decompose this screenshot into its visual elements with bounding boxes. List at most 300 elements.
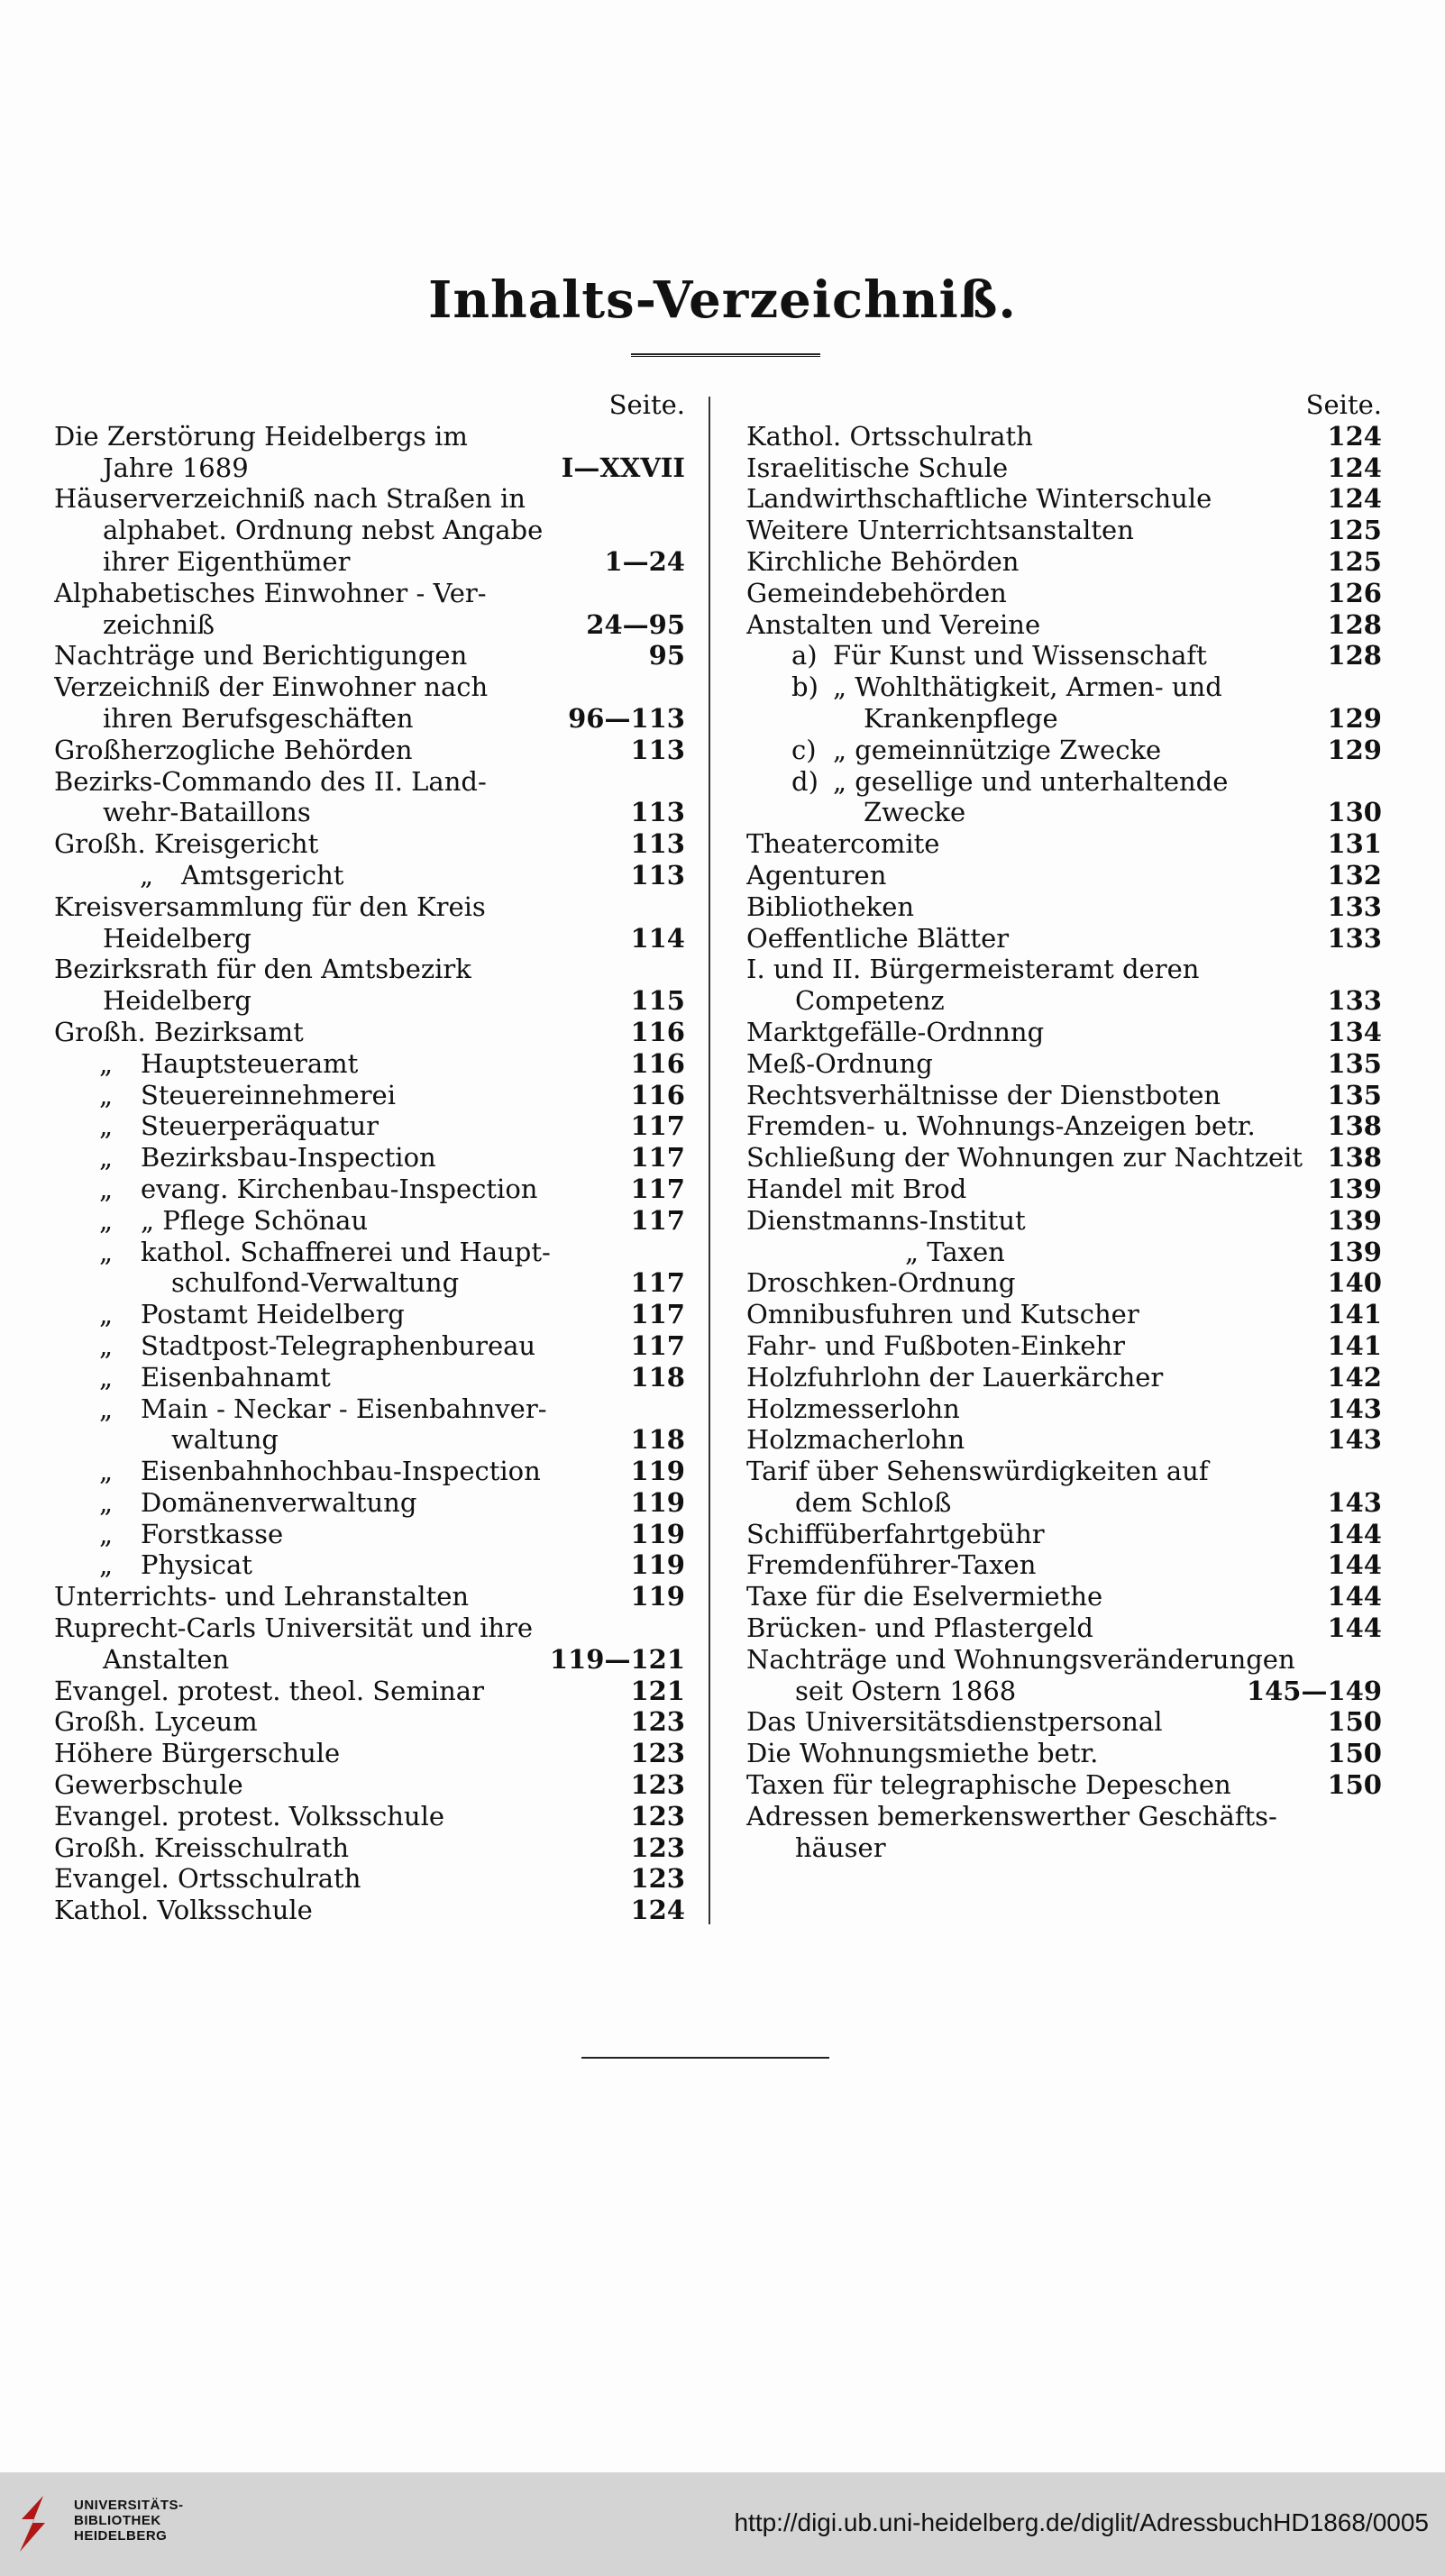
toc-entry-page: 117 bbox=[630, 1173, 685, 1204]
toc-entry-title bbox=[746, 954, 1346, 985]
toc-entry-page: 117 bbox=[630, 1204, 685, 1236]
toc-entry-text: Marktgefälle-Ordnnng bbox=[746, 1016, 1045, 1047]
toc-entry-title bbox=[54, 1549, 630, 1581]
toc-entry-title bbox=[54, 703, 568, 735]
toc-entry-page: 123 bbox=[630, 1863, 685, 1895]
toc-entry-text: Anstalten und Vereine bbox=[746, 608, 1041, 640]
toc-entry-marker: „ bbox=[99, 1047, 114, 1079]
toc-entry-text: Fremden- u. Wohnungs-Anzeigen betr. bbox=[746, 1110, 1256, 1142]
toc-entry-title bbox=[746, 421, 1327, 452]
toc-entry-title bbox=[746, 1080, 1327, 1111]
toc-entry bbox=[54, 1676, 685, 1707]
toc-entry-page: 123 bbox=[630, 1769, 685, 1801]
toc-entry-page: 142 bbox=[1327, 1361, 1382, 1393]
toc-entry-page: 119 bbox=[630, 1456, 685, 1487]
toc-entry bbox=[54, 954, 685, 985]
toc-entry bbox=[54, 1863, 685, 1895]
toc-entry-page: 141 bbox=[1327, 1329, 1382, 1361]
toc-entry-page: 119 bbox=[630, 1518, 685, 1549]
toc-entry-title bbox=[746, 1205, 1327, 1237]
toc-entry-title bbox=[746, 1110, 1327, 1142]
toc-entry bbox=[746, 923, 1382, 955]
toc-entry-title bbox=[54, 1706, 630, 1738]
toc-entry bbox=[746, 1424, 1382, 1456]
toc-entry-title bbox=[746, 1549, 1327, 1581]
toc-entry-text: Tarif über Sehenswürdigkeiten auf bbox=[746, 1456, 1209, 1487]
toc-entry bbox=[746, 1080, 1382, 1111]
toc-entry bbox=[746, 1487, 1382, 1519]
toc-entry-page: 123 bbox=[630, 1832, 685, 1863]
toc-entry-text: Höhere Bürgerschule bbox=[54, 1738, 341, 1769]
toc-entry-title bbox=[746, 640, 1327, 671]
toc-entry-title bbox=[54, 1581, 630, 1612]
toc-entry bbox=[54, 421, 685, 452]
toc-entry-title bbox=[746, 1519, 1327, 1550]
toc-entry-page: 144 bbox=[1327, 1518, 1382, 1549]
toc-entry bbox=[746, 1330, 1382, 1362]
toc-entry-page: 119 bbox=[630, 1486, 685, 1518]
toc-entry-text: Häuserverzeichniß nach Straßen in bbox=[54, 483, 526, 515]
toc-entry-text: Holzmacherlohn bbox=[746, 1424, 965, 1456]
toc-entry-text: Bezirks-Commando des II. Land- bbox=[54, 765, 487, 797]
toc-entry-page: 96—113 bbox=[568, 702, 685, 734]
toc-entry-text: Das Universitätsdienstpersonal bbox=[746, 1706, 1163, 1738]
toc-entry-page: 119 bbox=[630, 1549, 685, 1581]
toc-entry-page: 128 bbox=[1327, 608, 1382, 640]
toc-entry-title bbox=[54, 578, 649, 609]
toc-entry-page: 126 bbox=[1327, 577, 1382, 608]
toc-entry-text: Bibliotheken bbox=[746, 891, 915, 922]
toc-entry-page: 117 bbox=[630, 1329, 685, 1361]
toc-entry-text: Schließung der Wohnungen zur Nachtzeit bbox=[746, 1142, 1303, 1174]
toc-entry-marker: a) bbox=[791, 640, 818, 671]
toc-entry-marker: „ bbox=[99, 1456, 114, 1487]
toc-entry-title bbox=[54, 1142, 630, 1174]
library-logo-icon bbox=[16, 2492, 49, 2555]
toc-entry-title bbox=[54, 1769, 630, 1801]
library-name bbox=[74, 2498, 184, 2544]
toc-entry-page: 139 bbox=[1327, 1173, 1382, 1204]
toc-entry-title bbox=[746, 985, 1327, 1017]
toc-entry-title bbox=[746, 1267, 1327, 1299]
toc-entry bbox=[54, 609, 685, 641]
toc-entry-marker: „ bbox=[99, 1299, 114, 1330]
toc-entry bbox=[54, 703, 685, 735]
toc-entry-page: 124 bbox=[1327, 483, 1382, 515]
toc-entry-title bbox=[54, 797, 630, 828]
toc-entry bbox=[746, 1237, 1382, 1268]
toc-entry-text: Großherzogliche Behörden bbox=[54, 734, 413, 765]
toc-entry-text: Kreisversammlung für den Kreis bbox=[54, 891, 486, 922]
toc-entry-text: „ Wohlthätigkeit, Armen- und bbox=[833, 671, 1222, 703]
toc-entry bbox=[746, 954, 1382, 985]
toc-entry bbox=[746, 546, 1382, 578]
toc-entry-title bbox=[746, 1299, 1327, 1330]
toc-entry-text: Postamt Heidelberg bbox=[141, 1299, 405, 1330]
toc-entry bbox=[746, 1706, 1382, 1738]
toc-entry bbox=[746, 1738, 1382, 1769]
toc-entry-marker: „ bbox=[99, 1236, 114, 1267]
toc-entry-marker: „ bbox=[99, 1173, 114, 1204]
toc-entry bbox=[54, 1237, 685, 1268]
toc-entry-page: 119 bbox=[630, 1581, 685, 1612]
toc-entry bbox=[746, 1142, 1382, 1174]
toc-entry-text: Großh. Bezirksamt bbox=[54, 1016, 304, 1047]
toc-entry-marker: „ bbox=[99, 1329, 114, 1361]
toc-entry-title bbox=[746, 1612, 1327, 1644]
toc-entry-text: Physicat bbox=[141, 1549, 252, 1581]
toc-entry-marker: „ bbox=[99, 1393, 114, 1424]
toc-entry-title bbox=[746, 515, 1327, 546]
toc-column-right bbox=[746, 389, 1382, 1863]
toc-entry-text: Weitere Unterrichtsanstalten bbox=[746, 515, 1134, 546]
toc-entry-title bbox=[746, 1769, 1327, 1801]
toc-entry-title bbox=[54, 640, 649, 671]
toc-entry bbox=[54, 1895, 685, 1926]
toc-entry-title bbox=[746, 1424, 1327, 1456]
toc-entry-title bbox=[746, 1362, 1327, 1393]
toc-entry-title bbox=[54, 1048, 630, 1080]
toc-entry-title bbox=[54, 1612, 649, 1644]
toc-entry-text: evang. Kirchenbau-Inspection bbox=[141, 1173, 538, 1204]
toc-entry-title bbox=[54, 1676, 630, 1707]
toc-entry-page: 124 bbox=[1327, 452, 1382, 483]
toc-entry-title bbox=[54, 452, 562, 484]
toc-entry-text: waltung bbox=[171, 1424, 279, 1456]
toc-entry-page: 138 bbox=[1327, 1110, 1382, 1142]
toc-entry-text: Jahre 1689 bbox=[103, 452, 249, 483]
toc-entry-title bbox=[746, 1832, 1346, 1864]
toc-entry-text: schulfond-Verwaltung bbox=[171, 1267, 460, 1299]
toc-entry-title bbox=[746, 1738, 1327, 1769]
toc-entry bbox=[746, 640, 1382, 671]
toc-entry bbox=[746, 578, 1382, 609]
toc-entry bbox=[746, 766, 1382, 798]
toc-entry-text: Anstalten bbox=[103, 1643, 230, 1675]
toc-entry-text: Gewerbschule bbox=[54, 1769, 243, 1801]
toc-column-left bbox=[54, 389, 685, 1926]
toc-entry-title bbox=[54, 1519, 630, 1550]
toc-entry-title bbox=[746, 860, 1327, 891]
toc-entry-page: 130 bbox=[1327, 797, 1382, 828]
toc-entry-title bbox=[54, 954, 649, 985]
toc-entry-page: 24—95 bbox=[586, 608, 685, 640]
toc-entry bbox=[54, 1549, 685, 1581]
title-ornament-rule bbox=[631, 353, 820, 357]
toc-entry-title bbox=[54, 1456, 630, 1487]
toc-entry bbox=[54, 1393, 685, 1425]
toc-entry-marker: d) bbox=[791, 765, 819, 797]
toc-entry bbox=[54, 1110, 685, 1142]
toc-entry bbox=[746, 1612, 1382, 1644]
toc-entry-title bbox=[746, 1017, 1327, 1048]
toc-entry bbox=[746, 1676, 1382, 1707]
toc-entry-text: Forstkasse bbox=[141, 1518, 284, 1549]
toc-entry-page: 143 bbox=[1327, 1424, 1382, 1456]
toc-entry-text: Main - Neckar - Eisenbahnver- bbox=[141, 1393, 547, 1424]
toc-entry-text: Schiffüberfahrtgebühr bbox=[746, 1518, 1045, 1549]
toc-entry-text: Unterrichts- und Lehranstalten bbox=[54, 1581, 470, 1612]
toc-entry-title bbox=[54, 1832, 630, 1864]
toc-entry-page: 123 bbox=[630, 1738, 685, 1769]
toc-entry-page: 121 bbox=[630, 1675, 685, 1706]
toc-entry-title bbox=[54, 609, 586, 641]
toc-entry-title bbox=[54, 1863, 630, 1895]
toc-entry-title bbox=[746, 1706, 1327, 1738]
toc-entry-page: 125 bbox=[1327, 515, 1382, 546]
toc-entry-text: „ Pflege Schönau bbox=[141, 1204, 369, 1236]
toc-entry bbox=[54, 891, 685, 923]
toc-entry bbox=[746, 735, 1382, 766]
toc-entry-text: Nachträge und Berichtigungen bbox=[54, 640, 468, 671]
toc-entry-page: 135 bbox=[1327, 1079, 1382, 1110]
toc-entry bbox=[54, 515, 685, 546]
toc-entry-text: „ gesellige und unterhaltende bbox=[833, 765, 1229, 797]
toc-entry bbox=[54, 483, 685, 515]
toc-entry-page: 140 bbox=[1327, 1267, 1382, 1299]
toc-entry-text: Stadtpost-Telegraphenbureau bbox=[141, 1329, 536, 1361]
toc-entry-text: Israelitische Schule bbox=[746, 452, 1009, 483]
toc-entry-text: seit Ostern 1868 bbox=[795, 1675, 1017, 1706]
toc-entry-text: alphabet. Ordnung nebst Angabe bbox=[103, 515, 544, 546]
toc-entry-text: Droschken-Ordnung bbox=[746, 1267, 1016, 1299]
toc-entry-text: Fahr- und Fußboten-Einkehr bbox=[746, 1329, 1126, 1361]
toc-entry-page: 116 bbox=[630, 1047, 685, 1079]
toc-entry-text: Ruprecht-Carls Universität und ihre bbox=[54, 1612, 534, 1644]
toc-entry bbox=[54, 1362, 685, 1393]
toc-entry-text: Rechtsverhältnisse der Dienstboten bbox=[746, 1079, 1221, 1110]
toc-entry bbox=[746, 703, 1382, 735]
toc-entry bbox=[54, 452, 685, 484]
toc-entry-text: Competenz bbox=[795, 985, 945, 1017]
toc-entry-text: I. und II. Bürgermeisteramt deren bbox=[746, 954, 1200, 985]
toc-entry-page: 139 bbox=[1327, 1204, 1382, 1236]
toc-entry-title bbox=[54, 735, 630, 766]
toc-entry-title bbox=[54, 1330, 630, 1362]
toc-entry-text: Hauptsteueramt bbox=[141, 1047, 359, 1079]
toc-entry-text: Bezirksrath für den Amtsbezirk bbox=[54, 954, 471, 985]
toc-entry-title bbox=[746, 1048, 1327, 1080]
toc-entry-title bbox=[54, 1644, 550, 1676]
toc-entry-text: Fremdenführer-Taxen bbox=[746, 1549, 1037, 1581]
page-title: Inhalts-Verzeichniß. bbox=[428, 270, 1017, 330]
toc-entry-title bbox=[54, 1895, 630, 1926]
toc-entry-page: 131 bbox=[1327, 828, 1382, 860]
toc-entry-title bbox=[54, 546, 604, 578]
toc-entry-text: Nachträge und Wohnungsveränderungen bbox=[746, 1643, 1295, 1675]
toc-entry-title bbox=[746, 1456, 1346, 1487]
toc-list-left bbox=[54, 421, 685, 1926]
toc-entry-text: Evangel. protest. theol. Seminar bbox=[54, 1675, 484, 1706]
toc-entry-text: Eisenbahnhochbau-Inspection bbox=[141, 1456, 541, 1487]
toc-entry-text: Landwirthschaftliche Winterschule bbox=[746, 483, 1212, 515]
toc-entry-text: Die Wohnungsmiethe betr. bbox=[746, 1738, 1099, 1769]
toc-entry-text: kathol. Schaffnerei und Haupt- bbox=[141, 1236, 551, 1267]
toc-entry-title bbox=[54, 1110, 630, 1142]
toc-entry-text: Eisenbahnamt bbox=[141, 1361, 331, 1393]
toc-entry-text: häuser bbox=[795, 1832, 886, 1863]
toc-entry-title bbox=[746, 671, 1346, 703]
toc-entry-title bbox=[54, 891, 649, 923]
toc-entry-title bbox=[746, 1801, 1346, 1832]
toc-entry bbox=[746, 1267, 1382, 1299]
toc-entry-page: 116 bbox=[630, 1079, 685, 1110]
toc-entry-title bbox=[54, 828, 630, 860]
toc-entry bbox=[746, 1644, 1382, 1676]
toc-entry-text: „ Taxen bbox=[905, 1236, 1005, 1267]
toc-entry-page: 118 bbox=[630, 1424, 685, 1456]
toc-entry-text: Kirchliche Behörden bbox=[746, 545, 1020, 577]
toc-entry-title bbox=[54, 766, 649, 798]
toc-entry-text: Dienstmanns-Institut bbox=[746, 1204, 1026, 1236]
toc-entry-text: Amtsgericht bbox=[181, 859, 344, 891]
toc-list-right bbox=[746, 421, 1382, 1864]
toc-entry-text: Omnibusfuhren und Kutscher bbox=[746, 1299, 1139, 1330]
toc-entry-title bbox=[746, 578, 1327, 609]
toc-entry-title bbox=[54, 860, 630, 891]
page-column-label-left: Seite. bbox=[608, 389, 685, 420]
toc-entry-marker: „ bbox=[99, 1142, 114, 1174]
toc-entry bbox=[746, 1832, 1382, 1864]
toc-entry-title bbox=[54, 1267, 630, 1299]
toc-entry-page: 129 bbox=[1327, 702, 1382, 734]
toc-entry-title bbox=[54, 1237, 649, 1268]
toc-entry bbox=[746, 828, 1382, 860]
toc-entry-text: Zwecke bbox=[864, 797, 966, 828]
toc-entry-text: wehr-Bataillons bbox=[103, 797, 311, 828]
toc-entry-page: 134 bbox=[1327, 1016, 1382, 1047]
library-footer bbox=[0, 2472, 1445, 2576]
toc-entry-text: Großh. Kreisschulrath bbox=[54, 1832, 350, 1863]
page-column-label-right: Seite. bbox=[1305, 389, 1382, 420]
toc-entry-page: 114 bbox=[630, 922, 685, 954]
toc-entry-page: 133 bbox=[1327, 922, 1382, 954]
toc-entry-title bbox=[54, 1801, 630, 1832]
toc-entry bbox=[54, 1267, 685, 1299]
toc-entry bbox=[54, 1456, 685, 1487]
toc-entry-page: 133 bbox=[1327, 891, 1382, 922]
toc-entry bbox=[54, 640, 685, 671]
toc-entry bbox=[54, 828, 685, 860]
toc-entry-title bbox=[746, 1237, 1327, 1268]
toc-entry-marker: „ bbox=[99, 1204, 114, 1236]
toc-entry bbox=[54, 923, 685, 955]
toc-entry-page: 144 bbox=[1327, 1549, 1382, 1581]
toc-entry bbox=[54, 1174, 685, 1205]
toc-entry-title bbox=[746, 1393, 1327, 1425]
toc-entry-page: 129 bbox=[1327, 734, 1382, 765]
toc-entry-marker: „ bbox=[99, 1361, 114, 1393]
toc-entry-page: 113 bbox=[630, 797, 685, 828]
toc-entry-text: Gemeindebehörden bbox=[746, 577, 1007, 608]
source-url-link[interactable]: http://digi.ub.uni-heidelberg.de/diglit/AdressbuchHD1868/0005 bbox=[734, 2508, 1429, 2536]
toc-entry-text: Oeffentliche Blätter bbox=[746, 922, 1010, 954]
toc-entry-text: ihrer Eigenthümer bbox=[103, 545, 351, 577]
toc-entry bbox=[54, 1612, 685, 1644]
column-divider bbox=[709, 397, 710, 1924]
toc-entry-page: I—XXVII bbox=[561, 452, 685, 483]
toc-entry-page: 128 bbox=[1327, 640, 1382, 671]
toc-entry-text: Heidelberg bbox=[103, 922, 252, 954]
toc-entry-page: 116 bbox=[630, 1016, 685, 1047]
toc-entry-title bbox=[746, 828, 1327, 860]
toc-entry-marker: „ bbox=[99, 1110, 114, 1142]
toc-entry-title bbox=[54, 1424, 630, 1456]
toc-entry-marker: b) bbox=[791, 671, 819, 703]
toc-entry bbox=[54, 985, 685, 1017]
toc-entry-page: 1—24 bbox=[604, 545, 685, 577]
toc-entry bbox=[746, 1299, 1382, 1330]
toc-entry-page: 117 bbox=[630, 1267, 685, 1299]
toc-entry-page: 123 bbox=[630, 1706, 685, 1738]
toc-entry-text: Steuerperäquatur bbox=[141, 1110, 379, 1142]
toc-entry-text: Verzeichniß der Einwohner nach bbox=[54, 671, 489, 703]
toc-entry bbox=[746, 1456, 1382, 1487]
toc-entry-title bbox=[746, 1581, 1327, 1612]
toc-entry-marker: „ bbox=[99, 1486, 114, 1518]
library-name-line: HEIDELBERG bbox=[74, 2528, 168, 2544]
toc-entry-page: 124 bbox=[1327, 420, 1382, 452]
toc-entry-title bbox=[54, 1299, 630, 1330]
toc-entry-title bbox=[54, 1017, 630, 1048]
toc-entry bbox=[54, 1738, 685, 1769]
toc-entry-title bbox=[54, 923, 630, 955]
toc-entry bbox=[54, 1048, 685, 1080]
toc-entry bbox=[746, 1549, 1382, 1581]
toc-entry-page: 150 bbox=[1327, 1738, 1382, 1769]
toc-entry bbox=[746, 1110, 1382, 1142]
toc-entry bbox=[54, 546, 685, 578]
toc-entry-page: 138 bbox=[1327, 1142, 1382, 1174]
toc-entry-marker: „ bbox=[99, 1549, 114, 1581]
toc-entry bbox=[54, 1299, 685, 1330]
toc-entry-title bbox=[746, 609, 1327, 641]
toc-entry-page: 144 bbox=[1327, 1581, 1382, 1612]
toc-entry bbox=[54, 1205, 685, 1237]
toc-entry-title bbox=[54, 1174, 630, 1205]
toc-entry bbox=[746, 1017, 1382, 1048]
toc-entry bbox=[746, 985, 1382, 1017]
toc-entry bbox=[54, 1330, 685, 1362]
toc-entry-text: Alphabetisches Einwohner - Ver- bbox=[54, 577, 487, 608]
toc-entry bbox=[746, 1769, 1382, 1801]
toc-entry bbox=[746, 483, 1382, 515]
toc-entry bbox=[746, 671, 1382, 703]
toc-entry-page: 115 bbox=[630, 985, 685, 1017]
toc-entry-page: 117 bbox=[630, 1110, 685, 1142]
toc-entry-text: Die Zerstörung Heidelbergs im bbox=[54, 420, 468, 452]
toc-entry bbox=[746, 1174, 1382, 1205]
toc-entry-page: 117 bbox=[630, 1299, 685, 1330]
toc-entry-text: Holzfuhrlohn der Lauerkärcher bbox=[746, 1361, 1164, 1393]
toc-entry-title bbox=[746, 923, 1327, 955]
toc-entry-text: Evangel. Ortsschulrath bbox=[54, 1863, 361, 1895]
library-name-line: BIBLIOTHEK bbox=[74, 2513, 161, 2528]
toc-entry-page: 145—149 bbox=[1246, 1675, 1382, 1706]
toc-entry-title bbox=[746, 452, 1327, 484]
toc-entry bbox=[54, 1424, 685, 1456]
toc-entry-title bbox=[746, 1174, 1327, 1205]
toc-entry bbox=[54, 1519, 685, 1550]
toc-entry-title bbox=[746, 797, 1327, 828]
toc-entry-page: 143 bbox=[1327, 1486, 1382, 1518]
toc-entry-page: 124 bbox=[630, 1895, 685, 1926]
toc-entry bbox=[746, 421, 1382, 452]
toc-entry-title bbox=[746, 766, 1346, 798]
toc-entry bbox=[54, 766, 685, 798]
toc-entry bbox=[746, 1205, 1382, 1237]
toc-entry bbox=[54, 1644, 685, 1676]
